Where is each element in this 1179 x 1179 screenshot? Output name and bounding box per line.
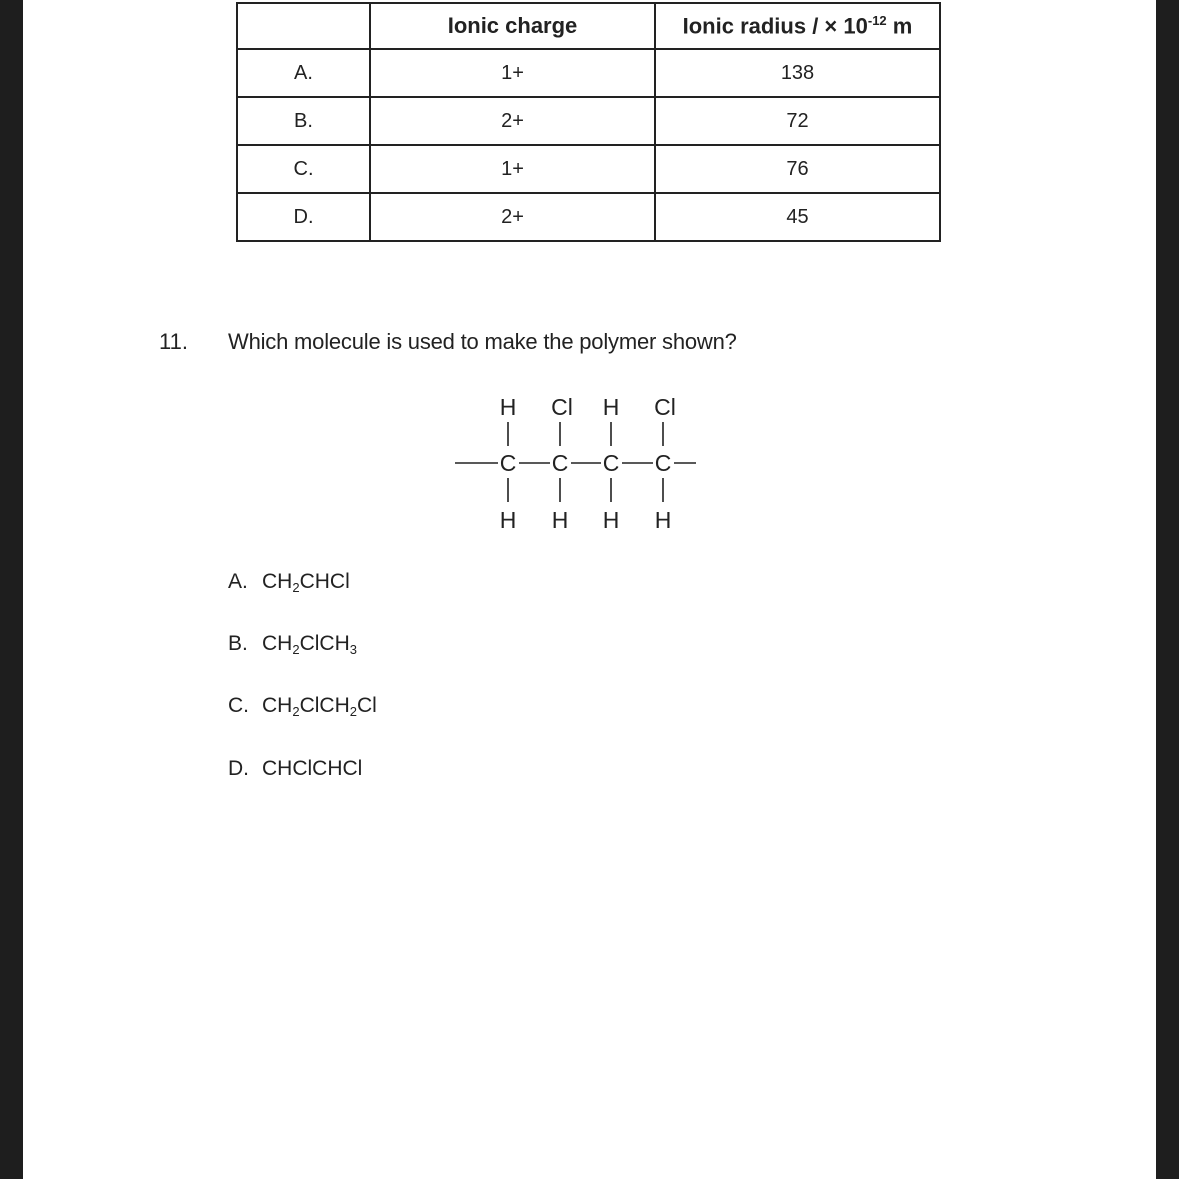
row-charge: 1+ — [370, 49, 655, 97]
table-row — [237, 97, 940, 145]
top-atom: Cl — [551, 394, 573, 420]
top-atom: H — [602, 394, 620, 420]
question-text: Which molecule is used to make the polymer shown? — [228, 329, 737, 354]
polymer-structure-diagram — [453, 386, 743, 536]
bottom-atom: H — [654, 507, 672, 533]
option-c[interactable]: C. $CH_2ClCH_2Cl$ — [228, 694, 377, 719]
row-label: D. — [237, 193, 370, 241]
backbone-carbon: C — [602, 450, 620, 476]
ion-data-table — [236, 2, 941, 242]
bottom-atom: H — [551, 507, 569, 533]
option-a[interactable]: A. $CH_2CHCl$ — [228, 570, 350, 595]
table-header-row — [237, 3, 940, 49]
top-atom: Cl — [654, 394, 676, 420]
row-charge: 1+ — [370, 145, 655, 193]
backbone-carbon: C — [551, 450, 569, 476]
option-label: D. — [228, 757, 249, 780]
backbone-carbon: C — [654, 450, 672, 476]
document-page[interactable] — [23, 0, 1156, 1179]
row-radius: 72 — [655, 97, 940, 145]
option-d[interactable]: D. CHClCHCl — [228, 757, 363, 780]
row-label: B. — [237, 97, 370, 145]
row-charge: 2+ — [370, 97, 655, 145]
bottom-atom: H — [499, 507, 517, 533]
table-row — [237, 193, 940, 241]
table-row — [237, 145, 940, 193]
row-radius: 45 — [655, 193, 940, 241]
table-row — [237, 49, 940, 97]
option-label: B. — [228, 632, 248, 655]
option-label: C. — [228, 694, 249, 717]
row-radius: 138 — [655, 49, 940, 97]
row-label: A. — [237, 49, 370, 97]
bottom-atom: H — [602, 507, 620, 533]
question-number: 11. — [159, 329, 188, 354]
header-empty-cell — [237, 3, 370, 49]
header-ionic-charge: Ionic charge — [370, 3, 655, 49]
option-label: A. — [228, 570, 248, 593]
row-radius: 76 — [655, 145, 940, 193]
header-ionic-radius: Ionic radius / × $10^{-12}$ m — [655, 3, 940, 49]
backbone-carbon: C — [499, 450, 517, 476]
option-b[interactable]: B. $CH_2ClCH_3$ — [228, 632, 357, 657]
row-label: C. — [237, 145, 370, 193]
row-charge: 2+ — [370, 193, 655, 241]
top-atom: H — [499, 394, 517, 420]
